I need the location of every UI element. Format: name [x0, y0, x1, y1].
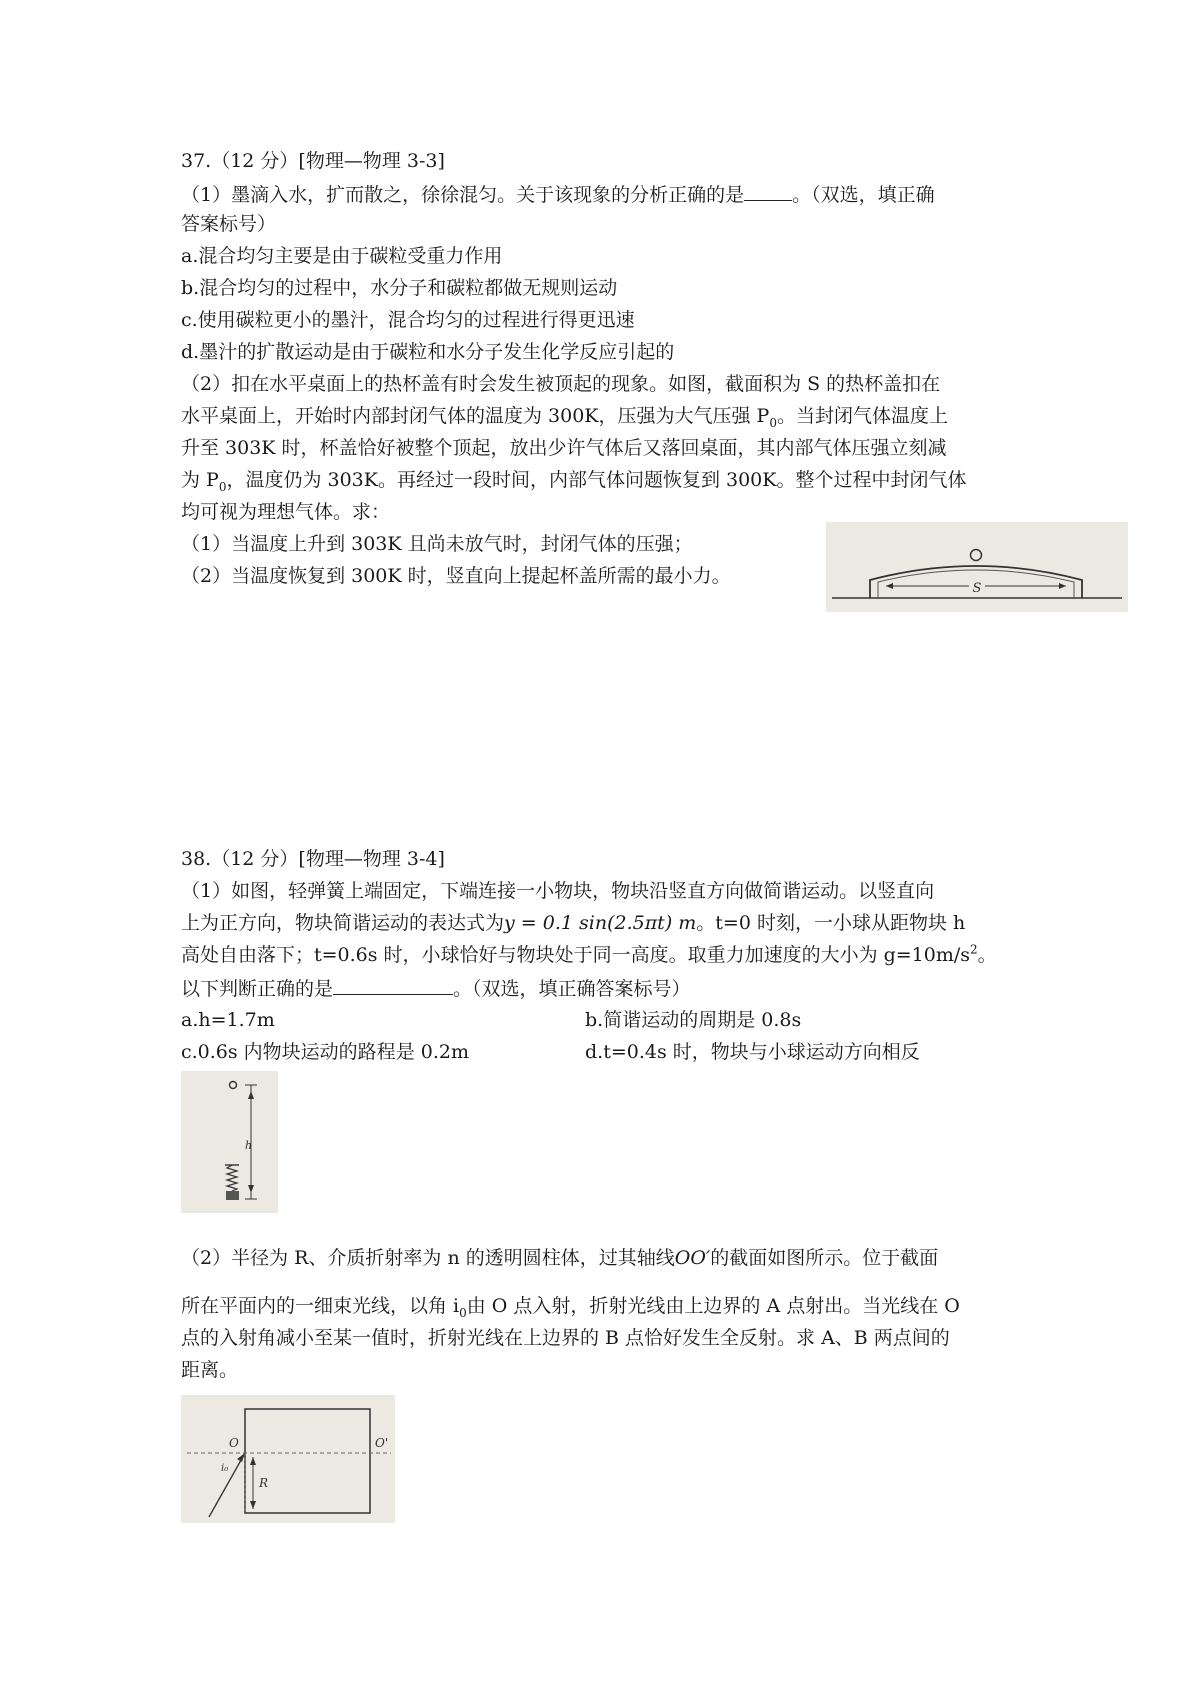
radius-label-r: R: [259, 1476, 269, 1490]
angle-label-i0: i₀: [221, 1463, 229, 1474]
q38-part1-line3: [181, 940, 997, 971]
q37-part2-l2a: 水平桌面上，开始时内部封闭气体的温度为 300K，压强为大气压强 P: [181, 405, 770, 427]
cup-lid-figure: [826, 522, 1128, 612]
q38-part1-line1: （1）如图，轻弹簧上端固定，下端连接一小物块，物块沿竖直方向做简谐运动。以竖直向: [181, 880, 935, 902]
q38-part1-l4a: 以下判断正确的是: [181, 978, 334, 1000]
area-label-s: S: [972, 581, 982, 596]
q37-part2-line3: 升至 303K 时，杯盖恰好被整个顶起，放出少许气体后又落回桌面，其内部气体压强立刻减: [181, 437, 947, 459]
q37-part2-line2: [181, 401, 948, 432]
q38-part2-l2a: 所在平面内的一细束光线，以角 i: [181, 1295, 460, 1317]
q38-part2-l1a: （2）半径为 R、介质折射率为 n 的透明圆柱体，过其轴线: [181, 1247, 675, 1269]
q38-part1-l3a: 高处自由落下；t=0.6s 时，小球恰好与物块处于同一高度。取重力加速度的大小为 g=10m/s: [181, 944, 971, 966]
axis-oo-prime: OO′: [674, 1247, 711, 1269]
q37-sub-question-2: （2）当温度恢复到 300K 时，竖直向上提起杯盖所需的最小力。: [181, 565, 731, 587]
spring-diagram: [181, 1071, 278, 1213]
q38-part2-line1: [181, 1243, 938, 1274]
q37-part1-text-b: 。（双选，填正确: [792, 184, 935, 206]
q38-part2-line2: [181, 1291, 960, 1322]
q37-part1-line1: [181, 178, 935, 211]
q37-part2-line1: （2）扣在水平桌面上的热杯盖有时会发生被顶起的现象。如图，截面积为 S 的热杯盖扣在: [181, 373, 941, 395]
q37-option-c: c.使用碳粒更小的墨汁，混合均匀的过程进行得更迅速: [181, 309, 635, 331]
q38-part1-l4b: 。（双选，填正确答案标号）: [453, 978, 691, 1000]
q37-part2-l2b: 。当封闭气体温度上: [776, 405, 948, 427]
subscript: 0: [459, 1305, 467, 1320]
q38-part2-l2b: 由 O 点入射，折射光线由上边界的 A 点射出。当光线在 O: [466, 1295, 960, 1317]
cup-lid-diagram: [826, 522, 1128, 612]
q37-part2-l4a: 为 P: [181, 469, 219, 491]
q38-part2-line3: 点的入射角减小至某一值时，折射光线在上边界的 B 点恰好发生全反射。求 A、B 两点间的: [181, 1327, 950, 1349]
q38-part1-line4: [181, 972, 691, 1005]
q38-option-d: d.t=0.4s 时，物块与小球运动方向相反: [585, 1041, 920, 1063]
q38-part1-l2b: 。t=0 时刻，一小球从距物块 h: [696, 912, 966, 934]
subscript: 0: [218, 479, 227, 494]
q37-header: 37.（12 分）[物理—物理 3-3]: [181, 150, 445, 172]
answer-blank: [333, 972, 453, 995]
q37-sub-question-1: （1）当温度上升到 303K 且尚未放气时，封闭气体的压强；: [181, 533, 693, 555]
q37-part2-l4b: ，温度仍为 303K。再经过一段时间，内部气体问题恢复到 300K。整个过程中封闭气体: [226, 469, 967, 491]
spring-figure: [181, 1071, 278, 1213]
q37-part2-line4: [181, 465, 966, 496]
answer-blank: [744, 178, 792, 201]
point-label-o-prime: O': [375, 1436, 389, 1450]
q38-option-a: a.h=1.7m: [181, 1009, 275, 1031]
q37-option-d: d.墨汁的扩散运动是由于碳粒和水分子发生化学反应引起的: [181, 341, 675, 363]
q38-header: 38.（12 分）[物理—物理 3-4]: [181, 848, 445, 870]
q38-part1-l3b: 。: [977, 944, 997, 966]
q38-option-b: b.简谐运动的周期是 0.8s: [585, 1009, 802, 1031]
q37-part2-line5: 均可视为理想气体。求：: [181, 501, 391, 523]
superscript: 2: [970, 942, 978, 957]
q38-part1-line2: [181, 908, 965, 939]
q37-part1-line2: 答案标号）: [181, 213, 277, 235]
subscript: 0: [769, 415, 777, 430]
q38-part2-l1b: 的截面如图所示。位于截面: [710, 1247, 939, 1269]
q38-part2-line4: 距离。: [181, 1359, 239, 1381]
cylinder-diagram: [181, 1395, 395, 1523]
q37-part1-text-a: （1）墨滴入水，扩而散之，徐徐混匀。关于该现象的分析正确的是: [181, 184, 745, 206]
q37-option-b: b.混合均匀的过程中，水分子和碳粒都做无规则运动: [181, 277, 618, 299]
q38-option-c: c.0.6s 内物块运动的路程是 0.2m: [181, 1041, 469, 1063]
height-label-h: h: [245, 1139, 253, 1152]
cylinder-figure: [181, 1395, 395, 1523]
q37-option-a: a.混合均匀主要是由于碳粒受重力作用: [181, 245, 503, 267]
point-label-o: O: [229, 1436, 239, 1450]
shm-formula: y = 0.1 sin(2.5πt) m: [504, 912, 697, 934]
q38-part1-l2a: 上为正方向，物块简谐运动的表达式为: [181, 912, 505, 934]
